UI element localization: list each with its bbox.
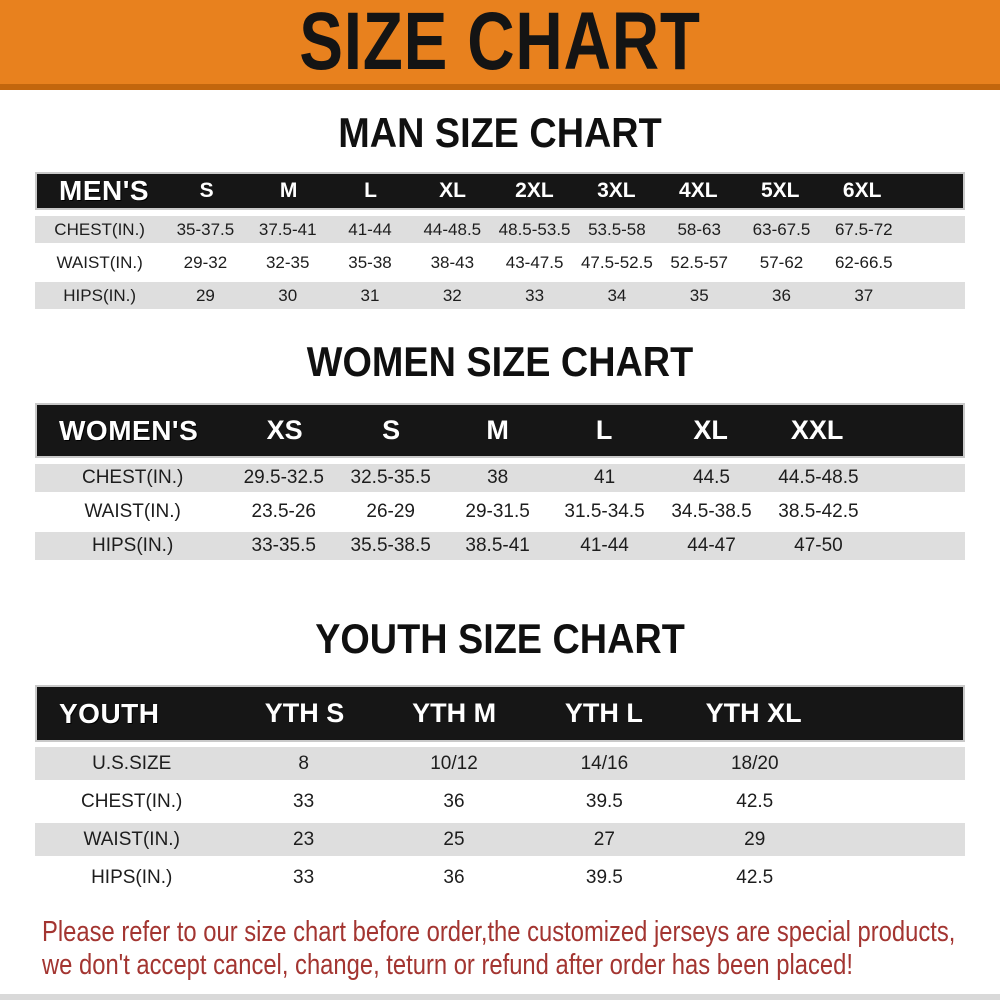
column-header: L	[364, 179, 377, 202]
cell: 37	[854, 285, 874, 305]
cell: 47.5-52.5	[580, 252, 653, 272]
order-note-line-2: we don't accept cancel, change, teturn or refund after order has been placed!	[42, 949, 853, 981]
cell: 29	[195, 285, 215, 305]
row-label: CHEST(IN.)	[54, 219, 145, 239]
column-header: M	[279, 179, 298, 202]
cell: 32	[442, 285, 462, 305]
cell: 44-47	[687, 535, 736, 556]
cell: 44-48.5	[423, 219, 482, 239]
cell: 31	[360, 285, 380, 305]
cell: 42.5	[736, 866, 774, 888]
column-header: YTH L	[564, 698, 643, 728]
cell: 48.5-53.5	[498, 219, 571, 239]
women-section-title: WOMEN SIZE CHART	[306, 338, 694, 385]
column-header: 2XL	[515, 179, 554, 202]
cell: 10/12	[430, 752, 478, 774]
cell: 38	[487, 467, 509, 488]
cell: 42.5	[736, 790, 774, 812]
women-table-header	[35, 403, 965, 458]
row-label: CHEST(IN.)	[81, 790, 183, 812]
cell: 36	[443, 790, 465, 812]
youth-table-header	[35, 685, 965, 742]
cell: 27	[593, 828, 615, 850]
youth-header-label: YOUTH	[59, 697, 160, 729]
column-header: L	[595, 415, 613, 445]
cell: 35-38	[348, 252, 392, 272]
cell: 47-50	[794, 535, 843, 556]
row-label: HIPS(IN.)	[91, 866, 173, 888]
table-row-hips	[35, 861, 965, 894]
cell: 43-47.5	[505, 252, 564, 272]
cell: 67.5-72	[834, 219, 893, 239]
cell: 34	[607, 285, 627, 305]
table-row-waist	[35, 249, 965, 276]
cell: 38.5-41	[465, 535, 530, 556]
order-note-line-1: Please refer to our size chart before order,the customized jerseys are special products,	[42, 916, 956, 948]
cell: 23.5-26	[251, 501, 316, 522]
youth-section-title: YOUTH SIZE CHART	[315, 615, 685, 662]
cell: 29.5-32.5	[243, 467, 324, 488]
cell: 44.5	[693, 467, 730, 488]
cell: 36	[772, 285, 791, 305]
column-header: XS	[266, 415, 303, 445]
cell: 32.5-35.5	[350, 467, 431, 488]
order-note	[0, 916, 1000, 982]
cell: 53.5-58	[588, 219, 646, 239]
table-row-hips	[35, 532, 965, 560]
column-header: YTH XL	[705, 698, 802, 728]
men-size-table	[35, 172, 965, 309]
women-size-table	[35, 403, 965, 560]
column-header: 5XL	[760, 179, 800, 202]
cell: 26-29	[366, 501, 415, 522]
table-row-waist	[35, 498, 965, 526]
column-header: YTH M	[412, 698, 497, 728]
cell: 35	[689, 285, 709, 305]
cell: 41-44	[580, 535, 629, 556]
cell: 33-35.5	[251, 535, 316, 556]
column-header: XL	[693, 415, 728, 445]
column-header: 3XL	[597, 179, 636, 202]
cell: 29	[744, 828, 766, 850]
banner-title: SIZE CHART	[299, 0, 701, 87]
row-label: WAIST(IN.)	[56, 252, 143, 272]
column-header: M	[486, 415, 509, 445]
cell: 23	[293, 828, 315, 850]
row-label: HIPS(IN.)	[92, 535, 174, 556]
table-row-chest	[35, 785, 965, 818]
cell: 63-67.5	[752, 219, 811, 239]
cell: 39.5	[585, 790, 623, 812]
cell: 14/16	[580, 752, 629, 774]
cell: 35.5-38.5	[350, 535, 431, 556]
column-header: S	[199, 179, 214, 202]
cell: 30	[278, 285, 298, 305]
column-header: S	[382, 415, 401, 445]
bottom-edge-strip	[0, 994, 1000, 1000]
row-label: WAIST(IN.)	[84, 501, 181, 522]
cell: 44.5-48.5	[778, 467, 859, 488]
cell: 35-37.5	[176, 219, 235, 239]
table-row-chest	[35, 216, 965, 243]
row-label: CHEST(IN.)	[81, 467, 184, 488]
cell: 33	[293, 790, 315, 812]
cell: 34.5-38.5	[671, 501, 752, 522]
column-header: XXL	[790, 415, 844, 445]
row-label: U.S.SIZE	[92, 752, 172, 774]
men-section-title: MAN SIZE CHART	[338, 109, 662, 156]
row-label: HIPS(IN.)	[63, 285, 136, 305]
cell: 39.5	[585, 866, 623, 888]
column-header: 6XL	[842, 179, 882, 202]
youth-size-table	[35, 685, 965, 894]
table-row-us-size	[35, 747, 965, 780]
cell: 38-43	[430, 252, 475, 272]
cell: 41-44	[348, 219, 392, 239]
men-header-label: MEN'S	[59, 175, 150, 206]
men-table-header	[35, 172, 965, 210]
table-row-waist	[35, 823, 965, 856]
cell: 62-66.5	[834, 252, 893, 272]
column-header: XL	[439, 179, 466, 202]
size-chart-banner	[0, 0, 1000, 90]
column-header: 4XL	[679, 179, 718, 202]
cell: 29-31.5	[465, 501, 530, 522]
table-row-hips	[35, 282, 965, 309]
cell: 32-35	[265, 252, 310, 272]
row-label: WAIST(IN.)	[83, 828, 180, 850]
women-header-label: WOMEN'S	[59, 414, 199, 446]
cell: 38.5-42.5	[778, 501, 859, 522]
column-header: YTH S	[264, 698, 345, 728]
cell: 29-32	[183, 252, 228, 272]
cell: 33	[293, 866, 315, 888]
cell: 57-62	[759, 252, 804, 272]
table-row-chest	[35, 464, 965, 492]
cell: 52.5-57	[670, 252, 729, 272]
cell: 33	[525, 285, 545, 305]
cell: 18/20	[730, 752, 779, 774]
cell: 58-63	[677, 219, 721, 239]
cell: 31.5-34.5	[564, 501, 645, 522]
cell: 36	[443, 866, 465, 888]
cell: 25	[443, 828, 465, 850]
cell: 41	[594, 467, 616, 488]
cell: 37.5-41	[258, 219, 317, 239]
cell: 8	[298, 752, 309, 774]
